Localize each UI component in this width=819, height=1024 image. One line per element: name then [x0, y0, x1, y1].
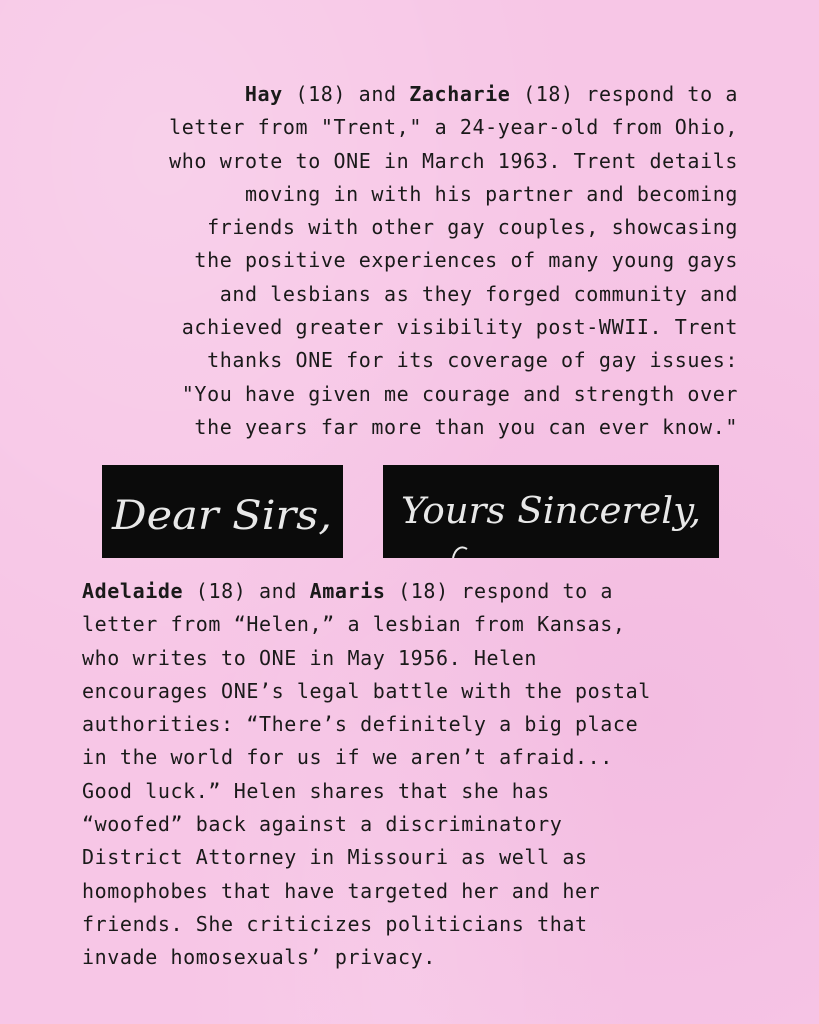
summary-line: District Attorney in Missouri as well as: [82, 845, 588, 870]
summary-line: thanks ONE for its coverage of gay issues:: [207, 348, 738, 373]
summary-line: encourages ONE’s legal battle with the postal: [82, 678, 651, 703]
handwritten-greeting-image: [102, 465, 343, 558]
summary-line: letter from "Trent," a 24-year-old from Ohio,: [169, 115, 738, 140]
summary-line: who writes to ONE in May 1956. Helen: [82, 645, 538, 670]
summary-line: invade homosexuals’ privacy.: [82, 945, 436, 970]
summary-line: “woofed” back against a discriminatory: [82, 812, 563, 837]
student-name: Zacharie: [409, 82, 511, 106]
signature-stroke: [453, 547, 467, 558]
closing-handwriting: [383, 465, 719, 558]
summary-text: respond to a: [461, 579, 614, 603]
summary-line: Good luck.” Helen shares that she has: [82, 778, 550, 803]
summary-line: homophobes that have targeted her and her: [82, 878, 601, 903]
summary-line: and lesbians as they forged community and: [219, 281, 738, 306]
summary-line: letter from “Helen,” a lesbian from Kansas,: [82, 612, 626, 637]
closing-text: Yours Sincerely,: [401, 491, 701, 532]
joiner-text: and: [358, 82, 397, 106]
handwritten-closing-image: [383, 465, 719, 558]
student-name: Amaris: [309, 579, 386, 603]
student-age: (18): [295, 82, 347, 106]
summary-line: friends. She criticizes politicians that: [82, 911, 588, 936]
student-age: (18): [523, 82, 574, 106]
joiner-text: and: [259, 579, 297, 603]
summary-line: who wrote to ONE in March 1963. Trent details: [169, 148, 738, 173]
greeting-handwriting: [102, 465, 343, 558]
summary-line: the years far more than you can ever know.": [194, 414, 738, 439]
summary-line: moving in with his partner and becoming: [245, 181, 738, 206]
student-name: Adelaide: [82, 579, 184, 603]
summary-line: the positive experiences of many young gays: [194, 248, 738, 273]
summary-line: authorities: “There’s definitely a big place: [82, 712, 639, 737]
summary-line: [82, 575, 738, 608]
summary-line: "You have given me courage and strength over: [181, 381, 738, 406]
summary-line: [82, 78, 738, 111]
summary-line: in the world for us if we aren’t afraid...: [82, 745, 613, 770]
summary-text: respond to a: [586, 82, 738, 106]
student-age: (18): [398, 579, 449, 603]
letter-one-summary: [82, 78, 738, 444]
student-age: (18): [195, 579, 247, 603]
summary-line: friends with other gay couples, showcasing: [207, 215, 738, 240]
letter-two-summary: [82, 575, 738, 975]
student-name: Hay: [244, 82, 283, 106]
greeting-text: Dear Sirs,: [110, 493, 333, 539]
summary-line: achieved greater visibility post-WWII. Trent: [181, 315, 738, 340]
